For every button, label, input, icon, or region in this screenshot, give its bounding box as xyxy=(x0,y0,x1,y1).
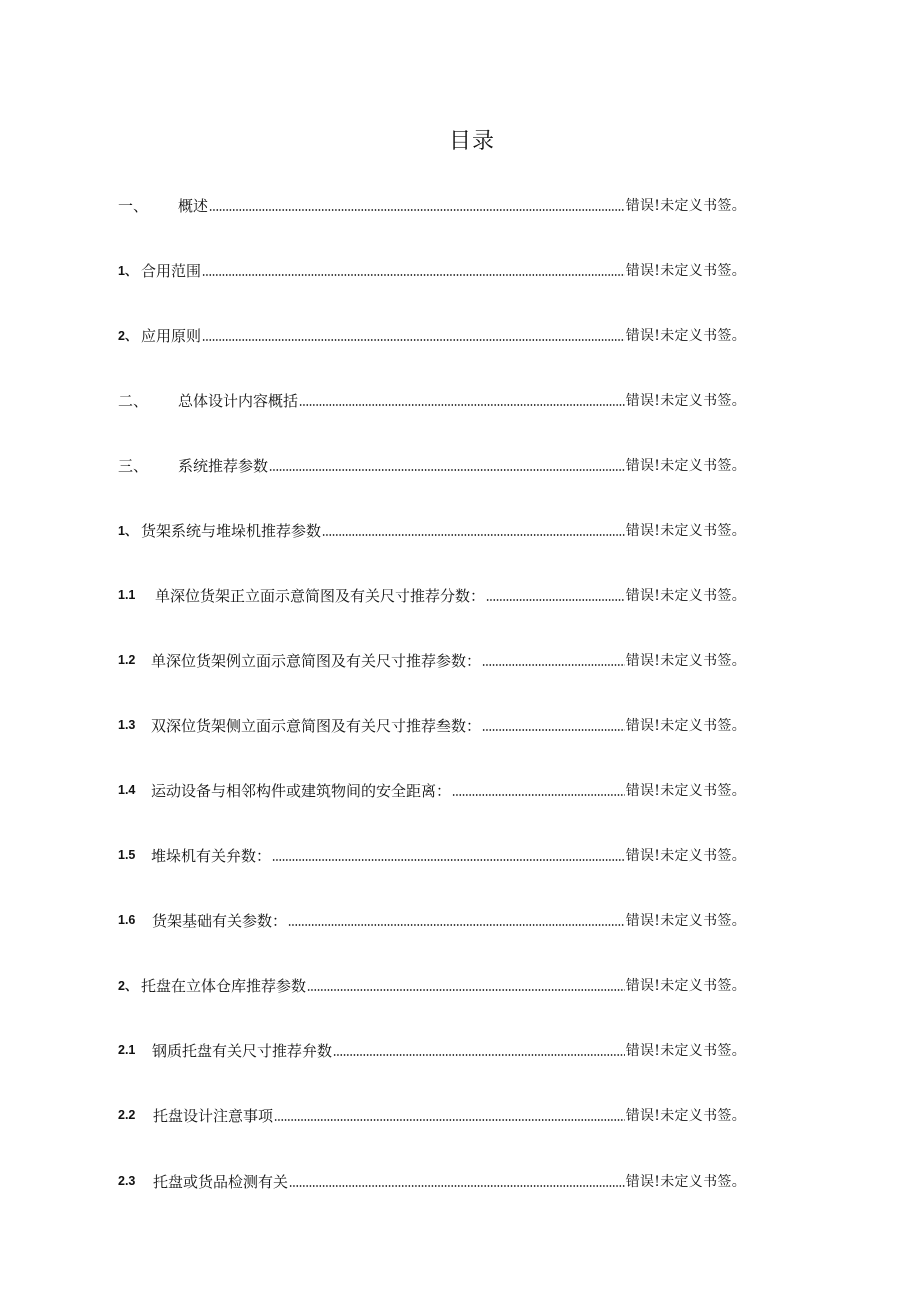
toc-entry-number: 2、 xyxy=(118,329,138,343)
toc-entry-text: 托盘在立体仓库推荐参数 xyxy=(141,976,307,995)
toc-leader-dots xyxy=(482,729,625,731)
toc-leader-dots xyxy=(202,339,625,341)
toc-entry-2-2[interactable] xyxy=(118,1104,746,1126)
toc-entry-overview[interactable] xyxy=(118,194,746,216)
toc-entry-page: 错误!未定义书签。 xyxy=(625,783,746,799)
toc-entry-page: 错误!未定义书签。 xyxy=(625,978,746,994)
toc-leader-dots xyxy=(486,599,625,601)
toc-entry-number: 1、 xyxy=(118,524,138,538)
toc-entry-page: 错误!未定义书签。 xyxy=(625,1043,746,1059)
toc-entry-number: 1.6 xyxy=(118,913,136,927)
toc-leader-dots xyxy=(289,1185,625,1187)
toc-entry-number: 二、 xyxy=(118,391,149,410)
toc-entry-1-4[interactable] xyxy=(118,779,746,801)
toc-entry-pallet-params[interactable] xyxy=(118,974,746,996)
toc-entry-page: 错误!未定义书签。 xyxy=(625,718,746,734)
toc-entry-number: 一、 xyxy=(118,196,149,215)
toc-entry-page: 错误!未定义书签。 xyxy=(625,263,746,279)
toc-entry-number: 1.4 xyxy=(118,783,136,797)
toc-entry-page: 错误!未定义书签。 xyxy=(625,328,746,344)
toc-entry-text: 托盘设计注意事项 xyxy=(153,1106,274,1125)
toc-entry-text: 概述 xyxy=(178,196,209,215)
toc-entry-1-2[interactable] xyxy=(118,649,746,671)
toc-entry-page: 错误!未定义书签。 xyxy=(625,393,746,409)
toc-entry-text: 堆垛机有关弁数： xyxy=(151,846,272,865)
toc-leader-dots xyxy=(272,859,625,861)
toc-entry-page: 错误!未定义书签。 xyxy=(625,523,746,539)
toc-leader-dots xyxy=(322,534,625,536)
toc-entry-text: 托盘或货品检测有关 xyxy=(153,1172,289,1191)
toc-entry-2-3[interactable] xyxy=(118,1170,746,1192)
toc-entry-text: 钢质托盘有关尺寸推荐弁数 xyxy=(152,1041,333,1060)
toc-entry-text: 货架基础有关参数： xyxy=(152,911,288,930)
toc-entry-page: 错误!未定义书签。 xyxy=(625,1108,746,1124)
toc-leader-dots xyxy=(274,1119,625,1121)
toc-entry-2-1[interactable] xyxy=(118,1039,746,1061)
toc-leader-dots xyxy=(202,274,625,276)
toc-leader-dots xyxy=(307,989,625,991)
toc-leader-dots xyxy=(482,664,625,666)
toc-entry-1-1[interactable] xyxy=(118,584,746,606)
toc-entry-scope[interactable] xyxy=(118,259,746,281)
toc-entry-text: 运动设备与相邻构件或建筑物间的安全距离： xyxy=(151,781,452,800)
toc-entry-text: 双深位货架侧立面示意简图及有关尺寸推荐叁数： xyxy=(151,716,482,735)
toc-entry-text: 单深位货架例立面示意简图及有关尺寸推荐参数： xyxy=(151,651,482,670)
toc-leader-dots xyxy=(269,469,625,471)
toc-entry-number: 2.2 xyxy=(118,1108,136,1122)
toc-entry-text: 货架系统与堆垛机推荐参数 xyxy=(141,521,322,540)
toc-entry-number: 1.5 xyxy=(118,848,136,862)
toc-entry-page: 错误!未定义书签。 xyxy=(625,458,746,474)
toc-leader-dots xyxy=(299,404,625,406)
toc-entry-page: 错误!未定义书签。 xyxy=(625,653,746,669)
toc-leader-dots xyxy=(288,924,625,926)
toc-leader-dots xyxy=(209,209,625,211)
toc-entry-text: 应用原则 xyxy=(141,326,202,345)
toc-leader-dots xyxy=(452,794,625,796)
toc-entry-number: 1.1 xyxy=(118,588,136,602)
toc-entry-text: 系统推荐参数 xyxy=(178,456,269,475)
toc-entry-page: 错误!未定义书签。 xyxy=(625,198,746,214)
toc-entry-number: 2.3 xyxy=(118,1174,136,1188)
toc-title: 目录 xyxy=(448,129,495,154)
toc-entry-principles[interactable] xyxy=(118,324,746,346)
toc-entry-text: 总体设计内容概括 xyxy=(178,391,299,410)
toc-entry-page: 错误!未定义书签。 xyxy=(625,913,746,929)
toc-leader-dots xyxy=(333,1054,625,1056)
toc-entry-page: 错误!未定义书签。 xyxy=(625,848,746,864)
toc-entry-number: 1.3 xyxy=(118,718,136,732)
toc-entry-system-params[interactable] xyxy=(118,454,746,476)
toc-entry-page: 错误!未定义书签。 xyxy=(625,1174,746,1190)
toc-entry-page: 错误!未定义书签。 xyxy=(625,588,746,604)
toc-entry-number: 2、 xyxy=(118,979,138,993)
toc-entry-text: 单深位货架正立面示意简图及有关尺寸推荐分数： xyxy=(155,586,486,605)
toc-entry-design-summary[interactable] xyxy=(118,389,746,411)
toc-entry-number: 1、 xyxy=(118,264,138,278)
toc-entry-number: 2.1 xyxy=(118,1043,136,1057)
toc-entry-number: 三、 xyxy=(118,456,149,475)
toc-entry-number: 1.2 xyxy=(118,653,136,667)
toc-entry-rack-stacker[interactable] xyxy=(118,519,746,541)
toc-entry-1-6[interactable] xyxy=(118,909,746,931)
toc-entry-text: 合用范围 xyxy=(141,261,202,280)
toc-entry-1-3[interactable] xyxy=(118,714,746,736)
toc-entry-1-5[interactable] xyxy=(118,844,746,866)
